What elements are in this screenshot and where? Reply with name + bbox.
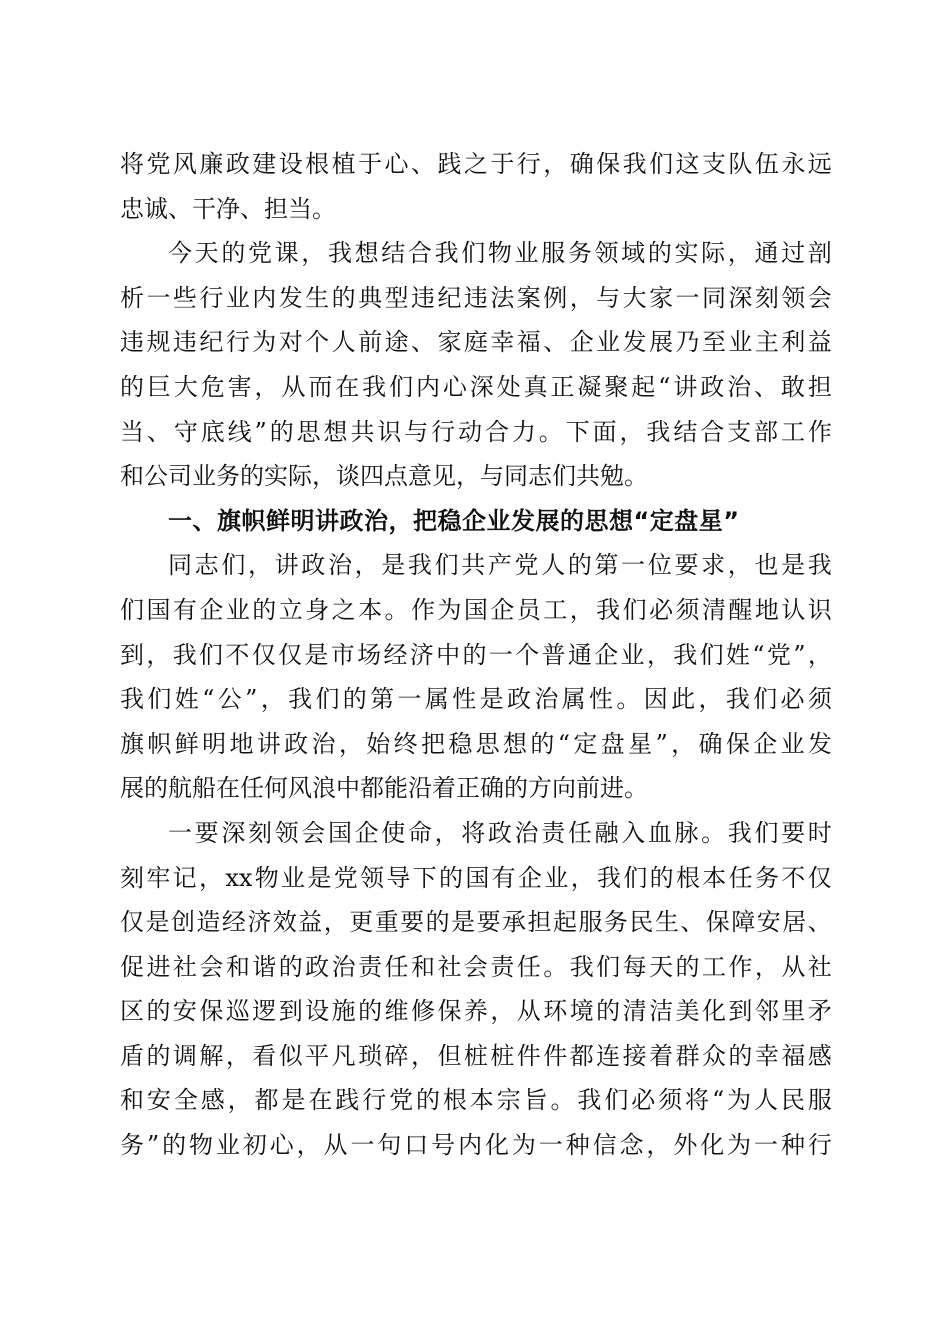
text-line: 仅 是 创 造 经 济 效 益 ， 更 重 要 的 是 要 承 担 起 服 务 民 生 、 保 障 安 居 、 xyxy=(120,908,832,937)
document-body xyxy=(120,142,832,1168)
text-line: 我 们 姓 “ 公 ” ， 我 们 的 第 一 属 性 是 政 治 属 性 。 因 此 ， 我 们 必 须 xyxy=(120,685,832,714)
text-line: 和公司业务的实际，谈四点意见，与同志们共勉。 xyxy=(120,462,648,491)
text-line: 将 党 风 廉 政 建 设 根 植 于 心 、 践 之 于 行 ， 确 保 我 们 这 支 队 伍 永 远 xyxy=(120,150,832,178)
text-line: 析 一 些 行 业 内 发 生 的 典 型 违 纪 违 法 案 例 ， 与 大 家 一 同 深 刻 领 会 xyxy=(120,283,832,312)
text-line: 旗 帜 鲜 明 地 讲 政 治 ， 始 终 把 稳 思 想 的 “ 定 盘 星 ” ， 确 保 企 业 发 xyxy=(120,729,832,758)
text-line: 盾 的 调 解 ， 看 似 平 凡 琐 碎 ， 但 桩 桩 件 件 都 连 接 着 群 众 的 幸 福 感 xyxy=(120,1041,832,1070)
text-line: 展的航船在任何风浪中都能沿着正确的方向前进。 xyxy=(120,774,648,803)
text-line: 一 要 深 刻 领 会 国 企 使 命 ， 将 政 治 责 任 融 入 血 脉 。 我 们 要 时 xyxy=(168,818,832,847)
text-line: 今 天 的 党 课 ， 我 想 结 合 我 们 物 业 服 务 领 域 的 实 际 ， 通 过 剖 xyxy=(168,239,832,268)
text-line: 的 巨 大 危 害 ， 从 而 在 我 们 内 心 深 处 真 正 凝 聚 起 “ 讲 政 治 、 敢 担 xyxy=(120,372,832,401)
text-line: 们 国 有 企 业 的 立 身 之 本 。 作 为 国 企 员 工 ， 我 们 必 须 清 醒 地 认 识 xyxy=(120,595,832,624)
text-line: 同 志 们 ， 讲 政 治 ， 是 我 们 共 产 党 人 的 第 一 位 要 求 ， 也 是 我 xyxy=(168,551,832,580)
text-line: 区 的 安 保 巡 逻 到 设 施 的 维 修 保 养 ， 从 环 境 的 清 洁 美 化 到 邻 里 矛 xyxy=(120,997,832,1026)
text-line: 到 ， 我 们 不 仅 仅 是 市 场 经 济 中 的 一 个 普 通 企 业 ， 我 们 姓 “ 党 ” ， xyxy=(120,640,832,669)
text-line: 当 、 守 底 线 ” 的 思 想 共 识 与 行 动 合 力 。 下 面 ， 我 结 合 支 部 工 作 xyxy=(120,417,832,446)
text-line: 务 ” 的 物 业 初 心 ， 从 一 句 口 号 内 化 为 一 种 信 念 ， 外 化 为 一 种 行 xyxy=(120,1131,832,1160)
text-line: 刻 牢 记 ， xx 物 业 是 党 领 导 下 的 国 有 企 业 ， 我 们 的 根 本 任 务 不 仅 xyxy=(120,863,832,892)
text-line: 和 安 全 感 ， 都 是 在 践 行 党 的 根 本 宗 旨 。 我 们 必 须 将 “ 为 人 民 服 xyxy=(120,1086,832,1115)
text-line: 违 规 违 纪 行 为 对 个 人 前 途 、 家 庭 幸 福 、 企 业 发 展 乃 至 业 主 利 益 xyxy=(120,328,832,357)
section-heading: 一、旗帜鲜明讲政治，把稳企业发展的思想“定盘星” xyxy=(168,506,740,535)
text-line: 促 进 社 会 和 谐 的 政 治 责 任 和 社 会 责 任 。 我 们 每 天 的 工 作 ， 从 社 xyxy=(120,952,832,981)
text-line: 忠诚、干净、担当。 xyxy=(120,194,336,223)
